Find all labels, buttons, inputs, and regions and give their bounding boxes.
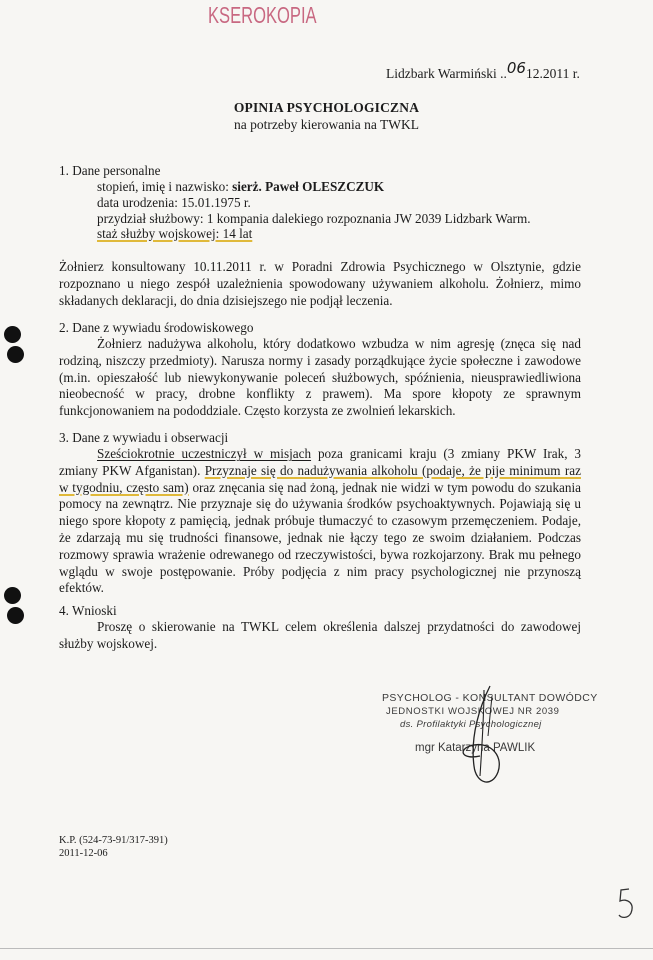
stamp-line3: ds. Profilaktyki Psychologicznej [400, 719, 542, 730]
place: Lidzbark Warmiński [386, 66, 497, 81]
section1-paragraph: Żołnierz konsultowany 10.11.2011 r. w Poradni Zdrowia Psychicznego w Olsztynie, gdzie rozpoznano u niego zespół uzależnienia spowodowany używaniem alkoholu. Żołnierz, mimo składanych deklaracji, do dnia dzisiejszego nie podjął leczenia. [59, 259, 581, 308]
section4-heading: 4. Wnioski [59, 603, 117, 618]
section4-paragraph: Proszę o skierowanie na TWKL celem określenia dalszej przydatności do zawodowej służby wojskowej. [59, 619, 581, 651]
footer-reference: K.P. (524-73-91/317-391) [59, 835, 168, 846]
stamp-name: mgr Katarzyna PAWLIK [415, 742, 536, 754]
footer-date: 2011-12-06 [59, 848, 108, 859]
section2-heading: 2. Dane z wywiadu środowiskowego [59, 320, 254, 335]
date-line [386, 59, 580, 82]
section1-heading: 1. Dane personalne [59, 163, 161, 178]
punch-hole-icon [7, 607, 24, 624]
copy-stamp: KSEROKOPIA [208, 2, 317, 28]
document-subtitle: na potrzeby kierowania na TWKL [234, 117, 419, 132]
date-prefix: .. [500, 66, 507, 81]
section3-heading: 3. Dane z wywiadu i obserwacji [59, 430, 229, 445]
section3-text2: oraz znęcania się nad żoną, jednak nie widzi w tym powodu do szukania pomocy na zewnątrz. Nie przyznaje się do używania środków psychoaktywnych. Pojawiają się u niego spore kłopoty z pamięcią, jednak próbuje tłumaczyć to czasowym przemęczeniem. Podaje, że zdarzają mu się trudności finansowe, jednak nie łączy tego ze swoim działaniem. Podczas rozmowy sprawia wrażenie odrewanego od rzeczywistości, bywa rozkojarzony. Brak mu pełnego wglądu w swoje postępowanie. Próby podjęcia z nim pracy psychologicznej nie przynoszą efektów. [59, 479, 581, 596]
bottom-edge-line [0, 948, 653, 949]
document-title: OPINIA PSYCHOLOGICZNA [233, 100, 420, 115]
handwritten-signature [440, 676, 520, 796]
highlight-alcohol: Przyznaje się do nadużywania alkoholu (podaje, że pije minimum raz w tygodniu, często sam) [59, 462, 581, 495]
punch-hole-icon [7, 346, 24, 363]
name-line [97, 179, 384, 195]
service-line: staż służby wojskowej: 14 lat [97, 226, 253, 241]
section3-paragraph [59, 446, 581, 597]
handwritten-page-number [607, 883, 647, 923]
punch-hole-icon [4, 587, 21, 604]
name-value: sierż. Paweł OLESZCZUK [232, 179, 385, 194]
section2-paragraph: Żołnierz nadużywa alkoholu, który dodatkowo wzbudza w nim agresję (znęca się nad rodziną, niszczy przedmioty). Narusza normy i zasady porządkujące życie społeczne i zawodowe (m.in. opieszałość lub niewykonywanie poleceń służbowych, spóźnienia, nieusprawiedliwiona nieobecność w pracy, drobne konflikty z prawem). Ma spore kłopoty ze sprawnym funkcjonowaniem na pododdziale. Często korzysta ze zwolnień lekarskich. [59, 336, 581, 419]
assignment-line: przydział służbowy: 1 kompania dalekiego rozpoznania JW 2039 Lidzbark Warm. [97, 211, 531, 226]
stamp-line1: PSYCHOLOG - KONSULTANT DOWÓDCY [382, 692, 598, 704]
section3-text1: poza granicami kraju (3 zmiany PKW Irak, 3 zmiany PKW Afganistan). [59, 446, 581, 478]
dob-line: data urodzenia: 15.01.1975 r. [97, 195, 251, 210]
date-suffix: 12.2011 r. [525, 66, 580, 81]
stamp-line2: JEDNOSTKI WOJSKOWEJ NR 2039 [386, 706, 560, 717]
handwritten-day: 06 [506, 59, 526, 77]
punch-hole-icon [4, 326, 21, 343]
highlight-missions: Sześciokrotnie uczestniczył w misjach [97, 446, 312, 461]
name-label: stopień, imię i nazwisko: [97, 179, 229, 194]
